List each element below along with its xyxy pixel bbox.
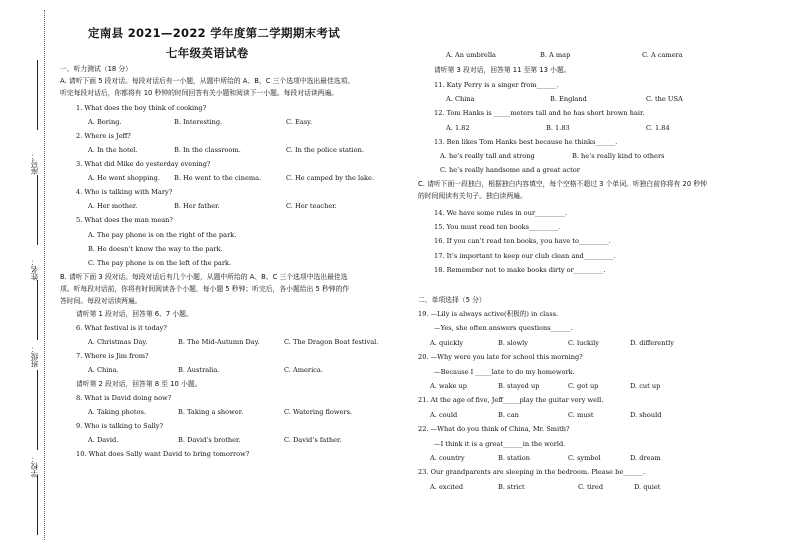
q12-option-c: C. 1.84: [646, 124, 670, 132]
q18: 18. Remember not to make books dirty or_________.: [434, 266, 606, 274]
q20-sentence: —Because I _____late to do my homework.: [434, 368, 575, 376]
q10: 10. What does Sally want David to bring tomorrow?: [76, 450, 250, 458]
q22-option-b: B. station: [498, 454, 530, 462]
q21-option-b: B. can: [498, 411, 519, 419]
q19-sentence: —Yes, she often answers questions______.: [434, 324, 573, 332]
q13-option-a: A. he’s really tall and strong: [440, 152, 535, 160]
q12-option-b: B. 1.83: [546, 124, 570, 132]
q6: 6. What festival is it today?: [76, 324, 167, 332]
q2-option-b: B. In the classroom.: [174, 146, 241, 154]
q13-option-b: B. he’s really kind to others: [572, 152, 665, 160]
q3-option-b: B. He went to the cinema.: [174, 174, 262, 182]
q7-option-a: A. China.: [88, 366, 119, 374]
name-label: 姓名：: [30, 258, 39, 281]
secA-instr-1: A. 请听下面 5 段对话。每段对话后有一小题，从题中所给的 A、B、C 三个选项中选出最佳选项。: [60, 77, 355, 85]
q14: 14. We have some rules in our_________.: [434, 209, 567, 217]
binding-line: [44, 10, 45, 540]
dialogue-1-instr: 请听第 1 段对话，回答第 6、7 小题。: [76, 310, 193, 318]
q10-option-a: A. An umbrella: [446, 51, 496, 59]
part2-heading: 二、单项选择（5 分）: [418, 296, 486, 304]
exam-title: 定南县 2021—2022 学年度第二学期期末考试: [88, 26, 341, 40]
q23-option-b: B. strict: [498, 483, 525, 491]
q9: 9. Who is talking to Sally?: [76, 422, 164, 430]
q19-option-d: D. differently: [630, 339, 674, 347]
q7-option-b: B. Australia.: [178, 366, 220, 374]
q7-option-c: C. America.: [284, 366, 323, 374]
seat-label: 座号：: [30, 152, 39, 175]
q9-option-b: B. David’s brother.: [178, 436, 241, 444]
q6-option-a: A. Christmas Day.: [88, 338, 148, 346]
exam-subtitle: 七年级英语试卷: [166, 46, 249, 60]
q21-option-c: C. must: [568, 411, 594, 419]
class-blank: [37, 280, 38, 340]
q23-option-c: C. tired: [578, 483, 604, 491]
q19-option-c: C. luckily: [568, 339, 599, 347]
q8-option-c: C. Watering flowers.: [284, 408, 353, 416]
q10-option-c: C. A camera: [642, 51, 683, 59]
q5-option-c: C. The pay phone is on the left of the park.: [88, 259, 232, 267]
dialogue-2-instr: 请听第 2 段对话，回答第 8 至 10 小题。: [76, 380, 202, 388]
q23-option-d: D. quiet: [634, 483, 661, 491]
q8-option-b: B. Taking a shower.: [178, 408, 244, 416]
q12-option-a: A. 1.82: [446, 124, 470, 132]
q11-option-b: B. England: [550, 95, 587, 103]
q3-option-a: A. He went shopping.: [88, 174, 160, 182]
secB-instr-3: 答时间。每段对话读两遍。: [60, 297, 142, 305]
q1-option-b: B. Interesting.: [174, 118, 223, 126]
q5-option-a: A. The pay phone is on the right of the park.: [88, 231, 237, 239]
q17: 17. It’s important to keep our club clean and_________.: [434, 252, 616, 260]
q2-option-a: A. In the hotel.: [88, 146, 138, 154]
secB-instr-1: B. 请听下面 3 段对话。每段对话后有几个小题，从题中所给的 A、B、C 三个选项中选出最佳选: [60, 273, 348, 281]
q20-option-d: D. cut up: [630, 382, 661, 390]
q23: 23. Our grandparents are sleeping in the bedroom. Please be______.: [418, 468, 646, 476]
part1-heading: 一、听力测试（18 分）: [60, 65, 132, 73]
q21-option-a: A. could: [430, 411, 458, 419]
q12: 12. Tom Hanks is _____meters tall and he has short brown hair.: [434, 109, 645, 117]
q2-option-c: C. In the police station.: [286, 146, 364, 154]
q6-option-b: B. The Mid-Autumn Day.: [178, 338, 260, 346]
school-blank: [37, 370, 38, 450]
q22-sentence: —I think it is a great______in the world.: [434, 440, 566, 448]
q20-option-b: B. stayed up: [498, 382, 540, 390]
q15: 15. You must read ten books_________.: [434, 223, 561, 231]
q21-option-d: D. should: [630, 411, 662, 419]
q11: 11. Katy Perry is a singer from______.: [434, 81, 559, 89]
q1-option-c: C. Easy.: [286, 118, 313, 126]
q9-option-c: C. David’s father.: [284, 436, 342, 444]
q2: 2. Where is Jeff?: [76, 132, 131, 140]
q4-option-b: B. Her father.: [174, 202, 220, 210]
dialogue-3-instr: 请听第 3 段对话，回答第 11 至第 13 小题。: [434, 66, 571, 74]
q6-option-c: C. The Dragon Boat festival.: [284, 338, 379, 346]
q4-option-c: C. Her teacher.: [286, 202, 337, 210]
q1-option-a: A. Boring.: [88, 118, 122, 126]
secA-instr-2: 听完每段对话后，你都将有 10 秒钟的时间回答有关小题和阅读下一小题。每段对话读两遍。: [60, 89, 339, 97]
q20: 20. —Why were you late for school this morning?: [418, 353, 583, 361]
q7: 7. Where is Jim from?: [76, 352, 149, 360]
q22-option-c: C. symbol: [568, 454, 601, 462]
q13-option-c: C. he’s really handsome and a great actor: [440, 166, 580, 174]
q5-option-b: B. He doesn’t know the way to the park.: [88, 245, 223, 253]
q19: 19. —Lily is always active(积极的) in class.: [418, 310, 559, 318]
q22-option-a: A. country: [430, 454, 465, 462]
q19-option-a: A. quickly: [430, 339, 464, 347]
name-blank: [37, 175, 38, 245]
q20-option-a: A. wake up: [430, 382, 467, 390]
q19-option-b: B. slowly: [498, 339, 528, 347]
school-blank-2: [37, 475, 38, 535]
q1: 1. What does the boy think of cooking?: [76, 104, 207, 112]
q23-option-a: A. excited: [430, 483, 464, 491]
q9-option-a: A. David.: [88, 436, 119, 444]
q4: 4. Who is talking with Mary?: [76, 188, 173, 196]
q21: 21. At the age of five, Jeff_____play the guitar very well.: [418, 396, 604, 404]
school-label: 学校：: [30, 455, 39, 478]
q16: 16. If you can’t read ten books, you have to_________.: [434, 237, 611, 245]
q10-option-b: B. A map: [540, 51, 571, 59]
q8: 8. What is David doing now?: [76, 394, 172, 402]
q3: 3. What did Mike do yesterday evening?: [76, 160, 211, 168]
q5: 5. What does the man mean?: [76, 216, 173, 224]
q22-option-d: D. dream: [630, 454, 661, 462]
secC-instr-1: C. 请听下面一段独白，根据独白内容填空，每个空格不超过 3 个单词。听独白前你将有 20 秒钟: [418, 180, 707, 188]
seat-blank: [37, 60, 38, 130]
q8-option-a: A. Taking photos.: [88, 408, 146, 416]
q11-option-a: A. China: [446, 95, 475, 103]
q13: 13. Ben likes Tom Hanks best because he thinks______.: [434, 138, 618, 146]
class-label: 班级：: [30, 345, 39, 368]
q11-option-c: C. the USA: [646, 95, 683, 103]
q3-option-c: C. He camped by the lake.: [286, 174, 375, 182]
secC-instr-2: 的时间阅读有关句子。独白读两遍。: [418, 192, 527, 200]
q4-option-a: A. Her mother.: [88, 202, 138, 210]
q20-option-c: C. got up: [568, 382, 599, 390]
q22: 22. —What do you think of China, Mr. Smith?: [418, 425, 570, 433]
secB-instr-2: 项。听每段对话前，你将有时间阅读各个小题，每小题 5 秒钟；听完后，各小题给出 5 秒钟的作: [60, 285, 350, 293]
